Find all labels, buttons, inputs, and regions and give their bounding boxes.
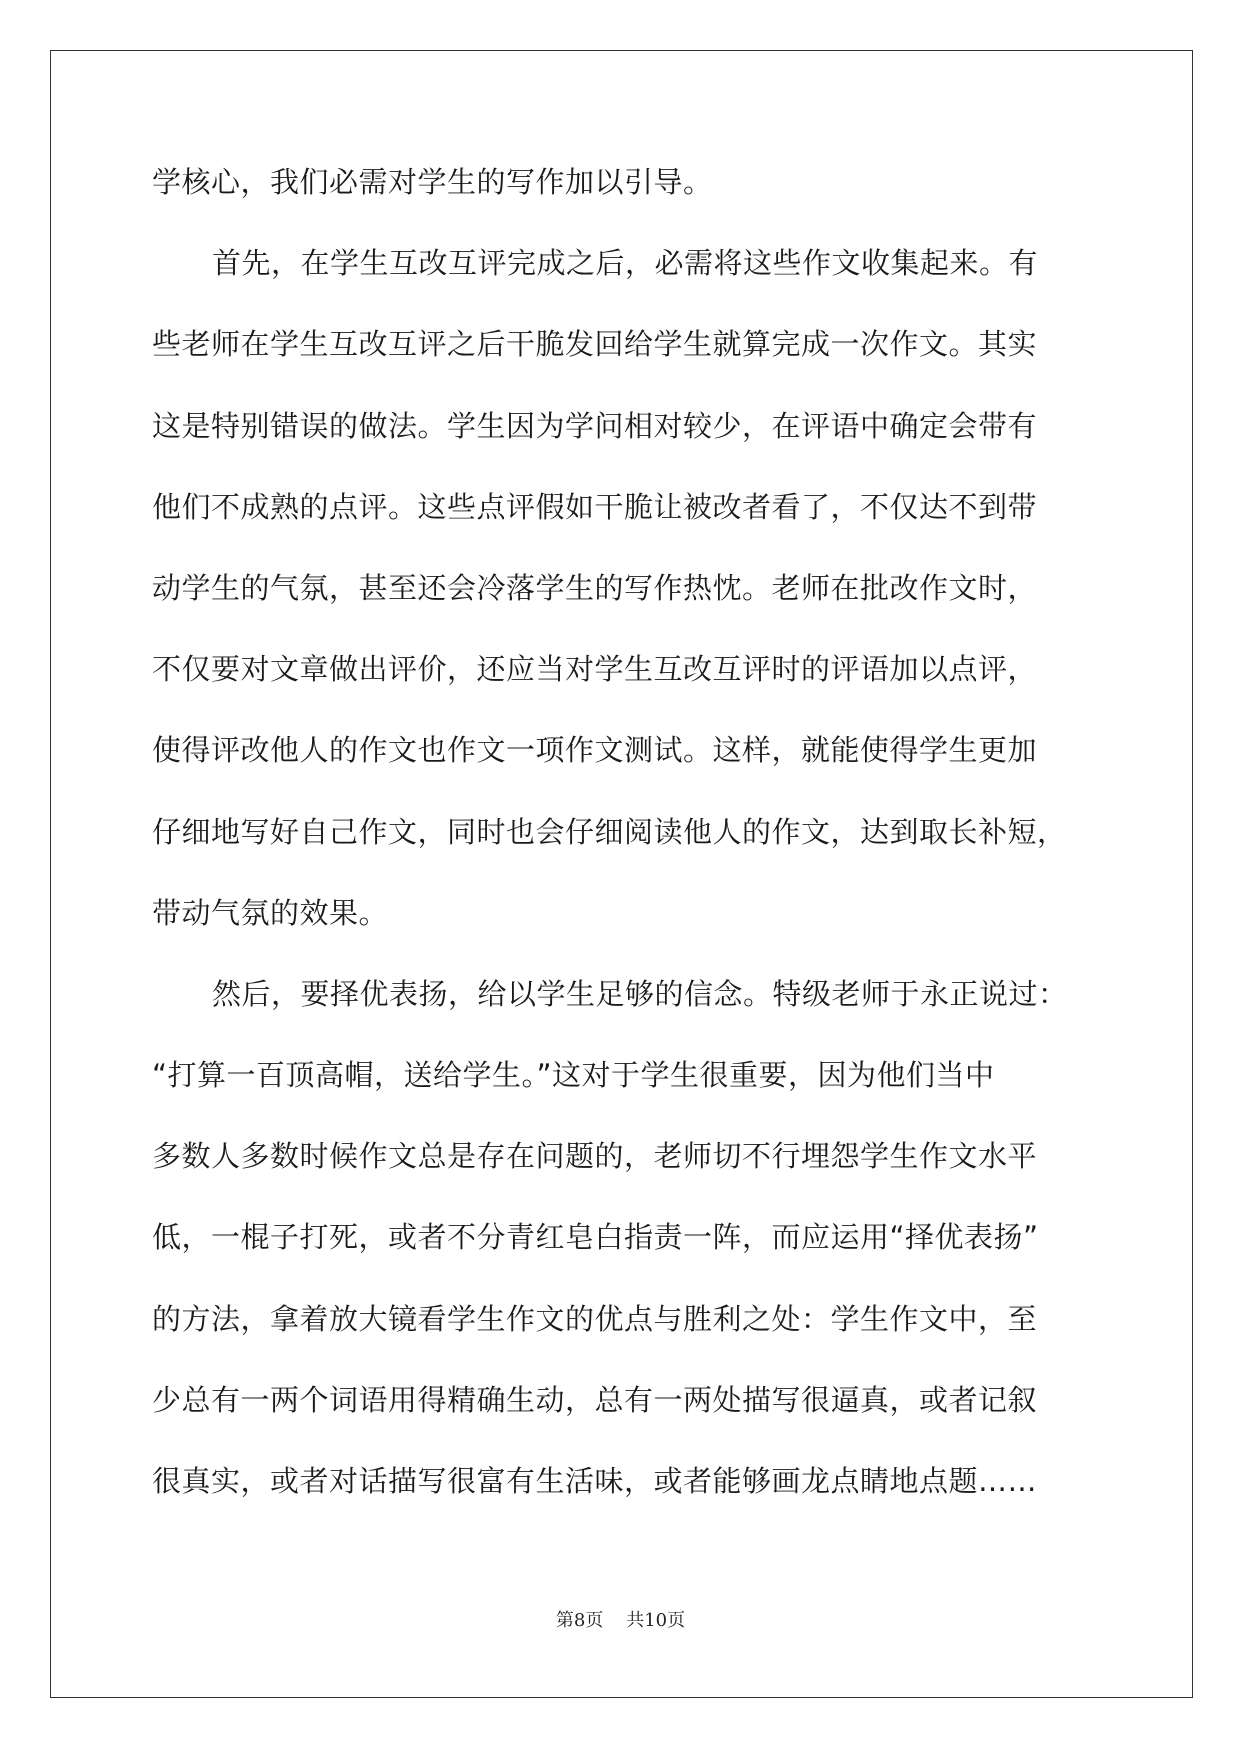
text-line: 然后，要择优表扬，给以学生足够的信念。特级老师于永正说过：	[212, 976, 1068, 1011]
text-line: 很真实，或者对话描写很富有生活味，或者能够画龙点睛地点题……	[152, 1464, 1038, 1498]
page-number: 第8页	[555, 1610, 604, 1631]
text-line: 这是特别错误的做法。学生因为学问相对较少，在评语中确定会带有	[152, 408, 1038, 443]
text-line: 学核心，我们必需对学生的写作加以引导。	[152, 165, 713, 199]
text-line: 些老师在学生互改互评之后干脆发回给学生就算完成一次作文。其实	[152, 327, 1038, 362]
text-line: 使得评改他人的作文也作文一项作文测试。这样，就能使得学生更加	[152, 733, 1038, 768]
body-text	[152, 156, 1092, 1536]
text-line: 动学生的气氛，甚至还会冷落学生的写作热忱。老师在批改作文时，	[152, 570, 1038, 605]
text-line: 的方法，拿着放大镜看学生作文的优点与胜利之处：学生作文中，至	[152, 1301, 1038, 1336]
page-footer	[0, 1609, 1241, 1633]
text-line: 带动气氛的效果。	[152, 895, 389, 930]
text-line: 不仅要对文章做出评价，还应当对学生互改互评时的评语加以点评，	[152, 652, 1038, 687]
text-line: 低，一棍子打死，或者不分青红皂白指责一阵，而应运用“择优表扬”	[152, 1220, 1039, 1255]
text-line: 少总有一两个词语用得精确生动，总有一两处描写很逼真，或者记叙	[152, 1382, 1038, 1417]
text-line: 他们不成熟的点评。这些点评假如干脆让被改者看了，不仅达不到带	[152, 489, 1038, 524]
page-total: 共10页	[626, 1610, 686, 1631]
text-line: 首先，在学生互改互评完成之后，必需将这些作文收集起来。有	[212, 246, 1039, 281]
text-line: 多数人多数时候作文总是存在问题的，老师切不行埋怨学生作文水平	[152, 1139, 1038, 1174]
text-line: “打算一百顶高帽，送给学生。”这对于学生很重要，因为他们当中	[152, 1058, 995, 1093]
text-line: 仔细地写好自己作文，同时也会仔细阅读他人的作文，达到取长补短，	[152, 814, 1067, 849]
